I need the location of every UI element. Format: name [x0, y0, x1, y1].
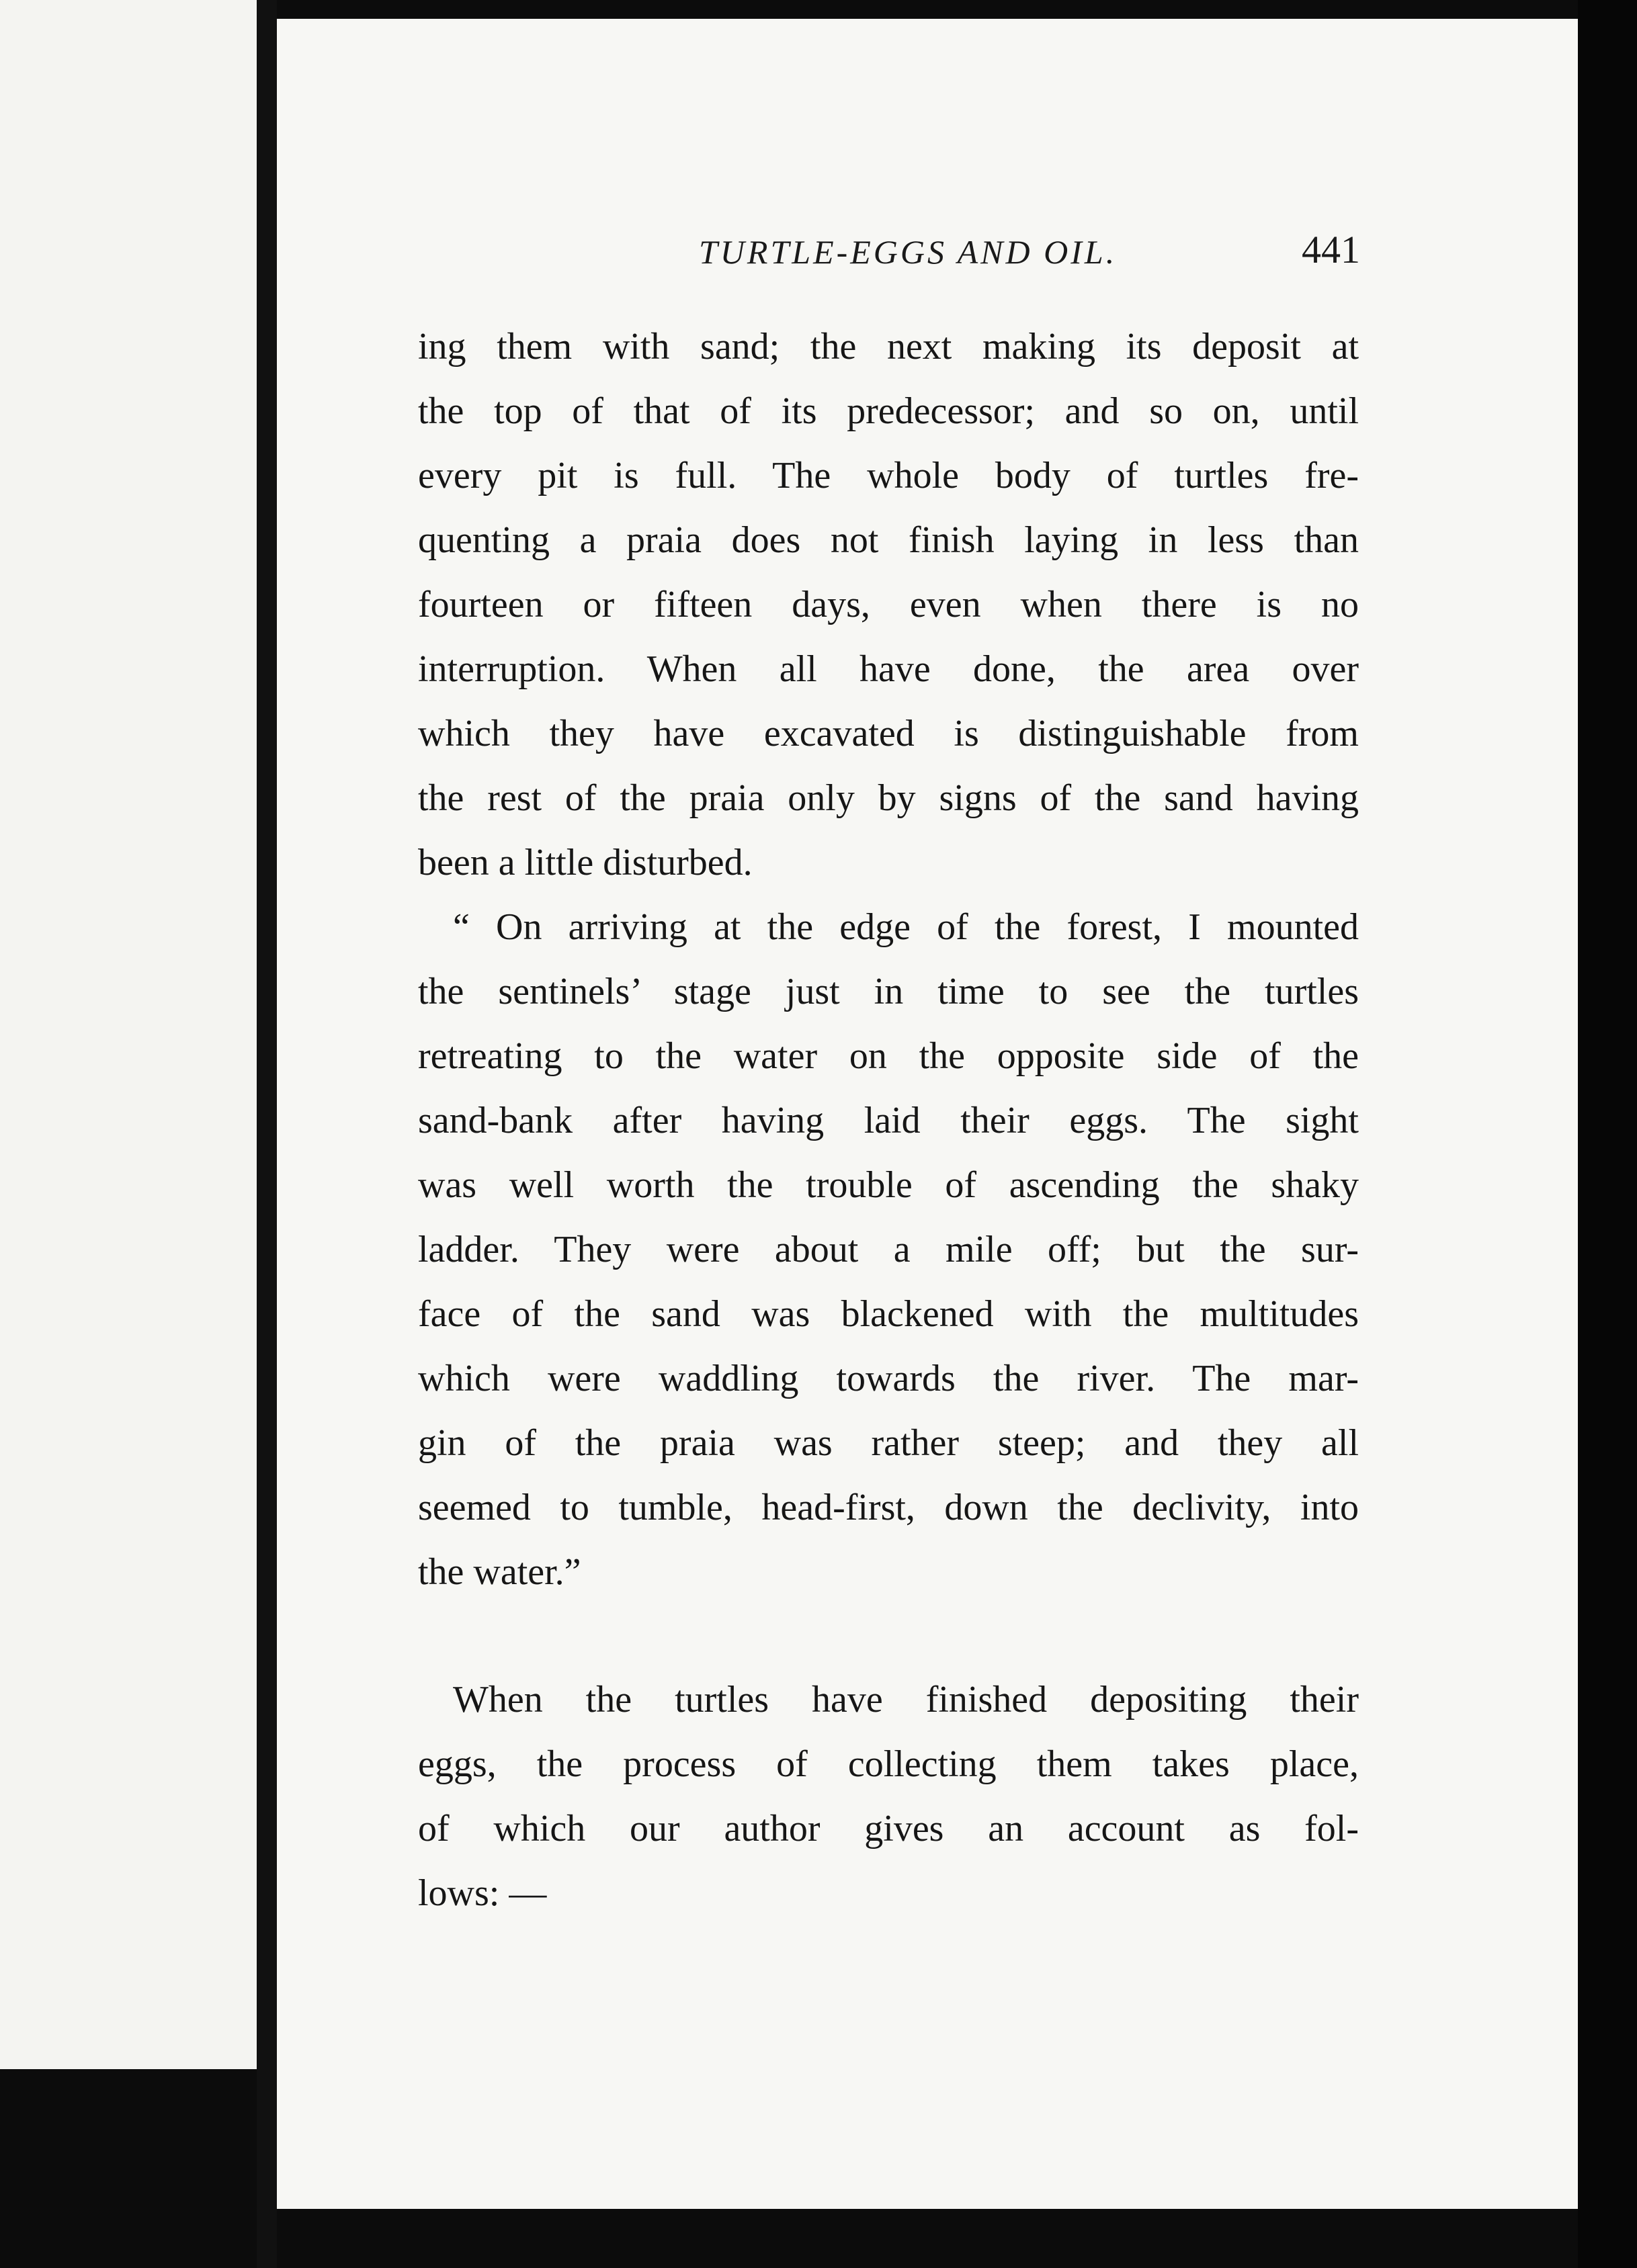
quote-line: the sentinels’ stage just in time to see the turtles	[418, 971, 1359, 1012]
page-header	[685, 227, 1364, 281]
text-line: the rest of the praia only by signs of the sand having	[418, 777, 1359, 819]
running-head: TURTLE-EGGS AND OIL.	[699, 233, 1118, 271]
text-line: interruption. When all have done, the area over	[418, 648, 1359, 690]
page-number: 441	[1302, 228, 1360, 271]
quote-line: retreating to the water on the opposite side of the	[418, 1035, 1359, 1077]
quote-line: “ On arriving at the edge of the forest, I mounted	[453, 906, 1359, 948]
quote-line: face of the sand was blackened with the multitudes	[418, 1293, 1359, 1335]
text-line: which they have excavated is distinguishable from	[418, 713, 1359, 754]
text-line: been a little disturbed.	[418, 842, 753, 883]
quote-line: gin of the praia was rather steep; and they all	[418, 1422, 1359, 1464]
text-line: quenting a praia does not finish laying in less than	[418, 519, 1359, 561]
text-line: ing them with sand; the next making its deposit at	[418, 326, 1359, 367]
text-line: the top of that of its predecessor; and so on, until	[418, 390, 1359, 432]
page-gutter	[257, 0, 277, 2268]
text-line: of which our author gives an account as fol-	[418, 1808, 1359, 1849]
text-line: fourteen or fifteen days, even when there is no	[418, 584, 1359, 625]
text-line: every pit is full. The whole body of turtles fre-	[418, 455, 1359, 496]
quote-line: ladder. They were about a mile off; but the sur-	[418, 1229, 1359, 1270]
previous-page-edge	[0, 0, 257, 2069]
text-line: lows: —	[418, 1872, 547, 1914]
text-line: When the turtles have finished depositing their	[453, 1679, 1359, 1720]
quote-line: seemed to tumble, head-first, down the declivity, into	[418, 1487, 1359, 1528]
quote-line: was well worth the trouble of ascending the shaky	[418, 1164, 1359, 1206]
text-line: eggs, the process of collecting them takes place,	[418, 1743, 1359, 1785]
quote-line: the water.”	[418, 1551, 581, 1593]
quote-line: sand-bank after having laid their eggs. The sight	[418, 1100, 1359, 1141]
quote-line: which were waddling towards the river. The mar-	[418, 1358, 1359, 1399]
right-edge-shadow	[1578, 0, 1637, 2268]
